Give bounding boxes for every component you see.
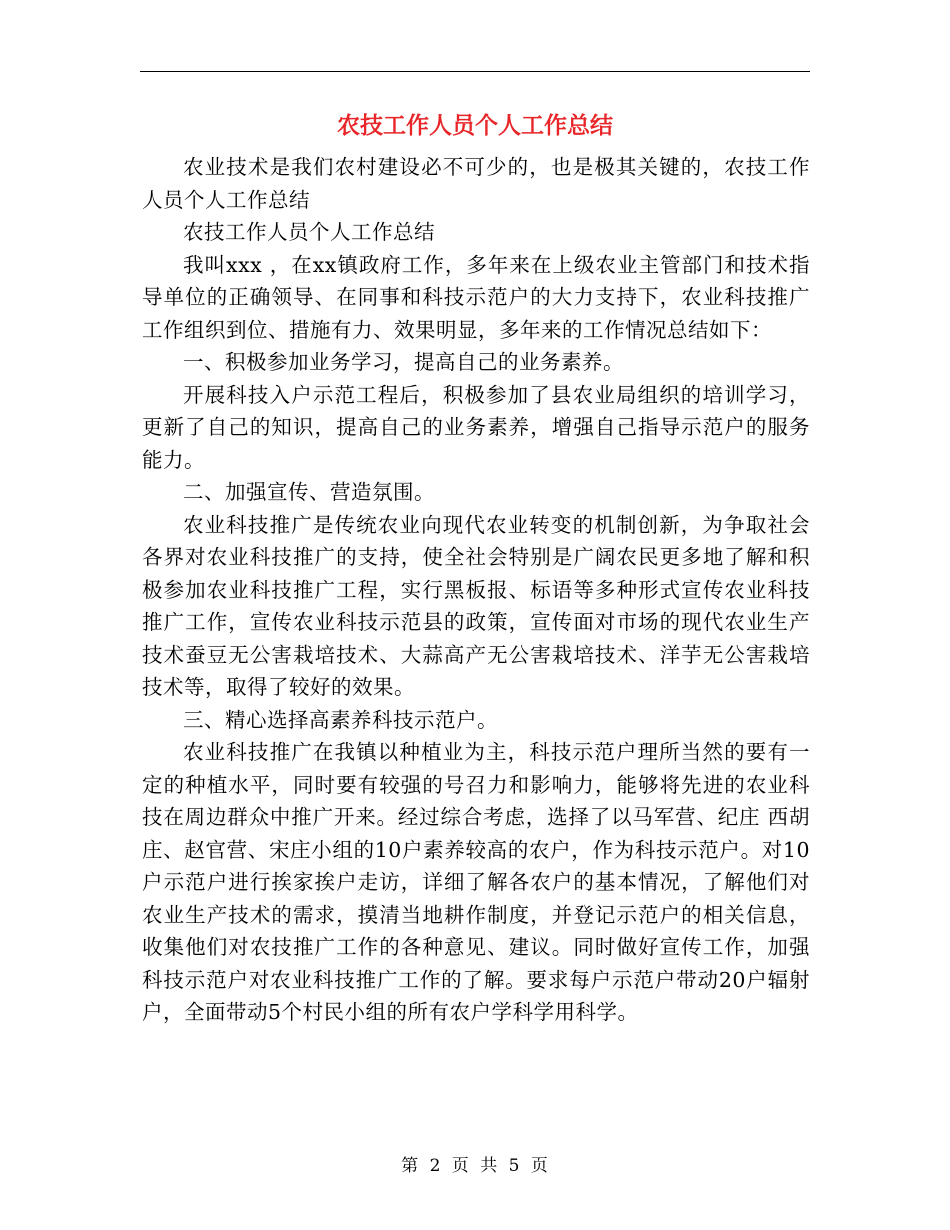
page-number-footer: 第 2 页 共 5 页 [401,1156,549,1176]
paragraph-section-3: 农业科技推广在我镇以种植业为主，科技示范户理所当然的要有一定的种植水平，同时要有较强的号召力和影响力，能够将先进的农业科技在周边群众中推广开来。经过综合考虑，选择了以马军营、纪庄 西胡庄、赵官营、宋庄小组的10户素养较高的农户，作为科技示范户。对10户示范户进行挨家挨户走访，详细了解各农户的基本情况，了解他们对农业生产技术的需求，摸清当地耕作制度，并登记示范户的相关信息，收集他们对农技推广工作的各种意见、建议。同时做好宣传工作，加强科技示范户对农业科技推广工作的了解。要求每户示范户带动20户辐射户，全面带动5个村民小组的所有农户学科学用科学。 [142,740,810,1024]
paragraph-self-introduction: 我叫xxx ，在xx镇政府工作，多年来在上级农业主管部门和技术指导单位的正确领导、在同事和科技示范户的大力支持下，农业科技推广工作组织到位、措施有力、效果明显，多年来的工作情况总结如下： [142,252,810,342]
section-heading-3: 三、精心选择高素养科技示范户。 [183,707,498,732]
paragraph-section-2: 农业科技推广是传统农业向现代农业转变的机制创新，为争取社会各界对农业科技推广的支持，使全社会特别是广阔农民更多地了解和积极参加农业科技推广工程，实行黑板报、标语等多种形式宣传农业科技推广工作，宣传农业科技示范县的政策，宣传面对市场的现代农业生产技术蚕豆无公害栽培技术、大蒜高产无公害栽培技术、洋芋无公害栽培技术等，取得了较好的效果。 [142,512,810,699]
document-title: 农技工作人员个人工作总结 [337,112,613,139]
header-rule [140,71,810,72]
section-heading-1: 一、积极参加业务学习，提高自己的业务素养。 [183,350,624,374]
paragraph-section-1: 开展科技入户示范工程后，积极参加了县农业局组织的培训学习，更新了自己的知识，提高自己的业务素养，增强自己指导示范户的服务能力。 [142,382,810,472]
paragraph-intro: 农业技术是我们农村建设必不可少的，也是极其关键的，农技工作人员个人工作总结 [142,155,810,212]
paragraph-subtitle: 农技工作人员个人工作总结 [183,220,435,244]
section-heading-2: 二、加强宣传、营造氛围。 [183,480,435,504]
document-body [142,151,810,1029]
